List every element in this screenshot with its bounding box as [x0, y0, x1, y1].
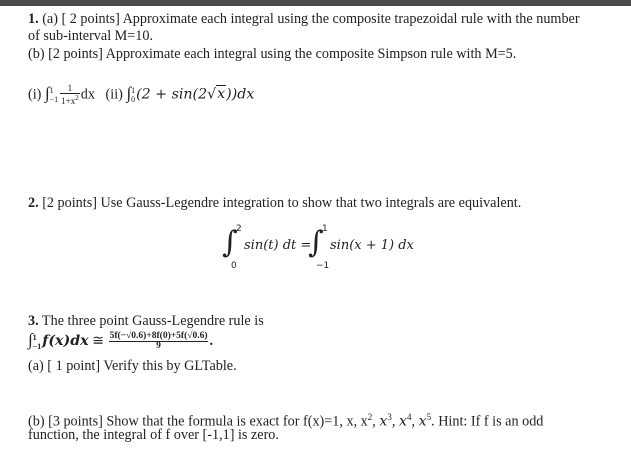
q2-right-body: sin(x + 1) dx: [330, 238, 414, 253]
q3-rule-denominator: 9: [156, 341, 161, 352]
q3-b-text: (b) [3 points] Show that the formula is exact for f(x)=1, x, x: [28, 413, 368, 430]
q1-i-dx: dx: [80, 86, 95, 103]
q1-a-text2: of sub-interval M=10.: [28, 28, 154, 44]
q3-number: 3.: [28, 313, 39, 329]
q3-rule: [28, 331, 213, 351]
q1-ii-body-pre: (2 + sin(2: [136, 86, 208, 103]
integral-sign-right: ∫: [308, 225, 324, 260]
q1-ii-sqrt-arg: x: [217, 86, 226, 103]
q1-i-den-text: 1+x: [61, 96, 76, 106]
integral-sign-i: ∫: [44, 83, 50, 103]
q2-left-upper: 2: [236, 224, 242, 234]
q3-text: The three point Gauss-Legendre rule is: [38, 313, 264, 329]
integral-sign-left: ∫: [222, 225, 238, 260]
q1-ii-lower: 0: [131, 95, 136, 104]
q3-rule-end: .: [209, 333, 214, 349]
q3-f-expr: f(x)dx: [42, 333, 89, 349]
q3-upper: 1: [32, 332, 37, 342]
q3-approx: ≅: [92, 333, 105, 349]
q1-ii-upper: 1: [131, 86, 136, 95]
q3-b-p2: 2: [367, 412, 373, 422]
q1-i-lower: −1: [49, 95, 59, 104]
q2-left-body: sin(t) dt =: [244, 238, 312, 253]
q2-right-upper: 1: [322, 224, 328, 234]
q1-a-text: (a) [ 2 points] Approximate each integral using the composite trapezoidal rule with the number: [38, 11, 580, 27]
q3-b-p5: 5: [426, 412, 432, 422]
q2-left-lower: 0: [231, 261, 237, 271]
q3-b-line: (b) [3 points] Show that the formula is exact for f(x)=1, x, $x^2$, $x^3$, $x^4$, $x^5$. Hint: If f is an odd: [28, 412, 544, 430]
q1-i-label: (i): [28, 86, 42, 103]
q1-number: 1.: [28, 11, 39, 27]
q3-b-line2: [28, 427, 279, 444]
q3-b-p3: 3: [387, 412, 392, 422]
integral-sign-ii: ∫: [126, 83, 132, 103]
q3-line: [28, 313, 264, 330]
q1-ii-body-post: ))dx: [226, 86, 255, 103]
q1-i-exponent: 2: [75, 94, 79, 102]
q1-i-upper: 1: [49, 86, 54, 95]
q3-b-hint: . Hint: If f is an odd: [431, 413, 544, 430]
q2-text: [2 points] Use Gauss-Legendre integration to show that two integrals are equivalent.: [38, 195, 522, 211]
q1-ii-label: (ii): [105, 86, 123, 103]
sqrt-icon: √: [207, 86, 217, 103]
q3-lower: −1: [32, 341, 42, 351]
q3-b-text2: function, the integral of f over [-1,1] is zero.: [28, 427, 279, 443]
q1-i-numerator: 1: [60, 84, 80, 94]
q1-b-text: (b) [2 points] Approximate each integral using the composite Simpson rule with M=5.: [28, 46, 517, 62]
q3-rule-numerator: 5f(−√0.6)+8f(0)+5f(√0.6): [109, 331, 208, 342]
integral-sign-q3: ∫: [28, 330, 33, 349]
q3-rule-fraction: [109, 332, 209, 351]
q2-right-lower: −1: [316, 261, 330, 271]
q3-b-p4: 4: [406, 412, 412, 422]
q3-limits: [33, 333, 42, 351]
q3-a-text: (a) [ 1 point] Verify this by GLTable.: [28, 358, 237, 374]
q3-a-line: [28, 358, 237, 375]
q2-number: 2.: [28, 195, 39, 211]
